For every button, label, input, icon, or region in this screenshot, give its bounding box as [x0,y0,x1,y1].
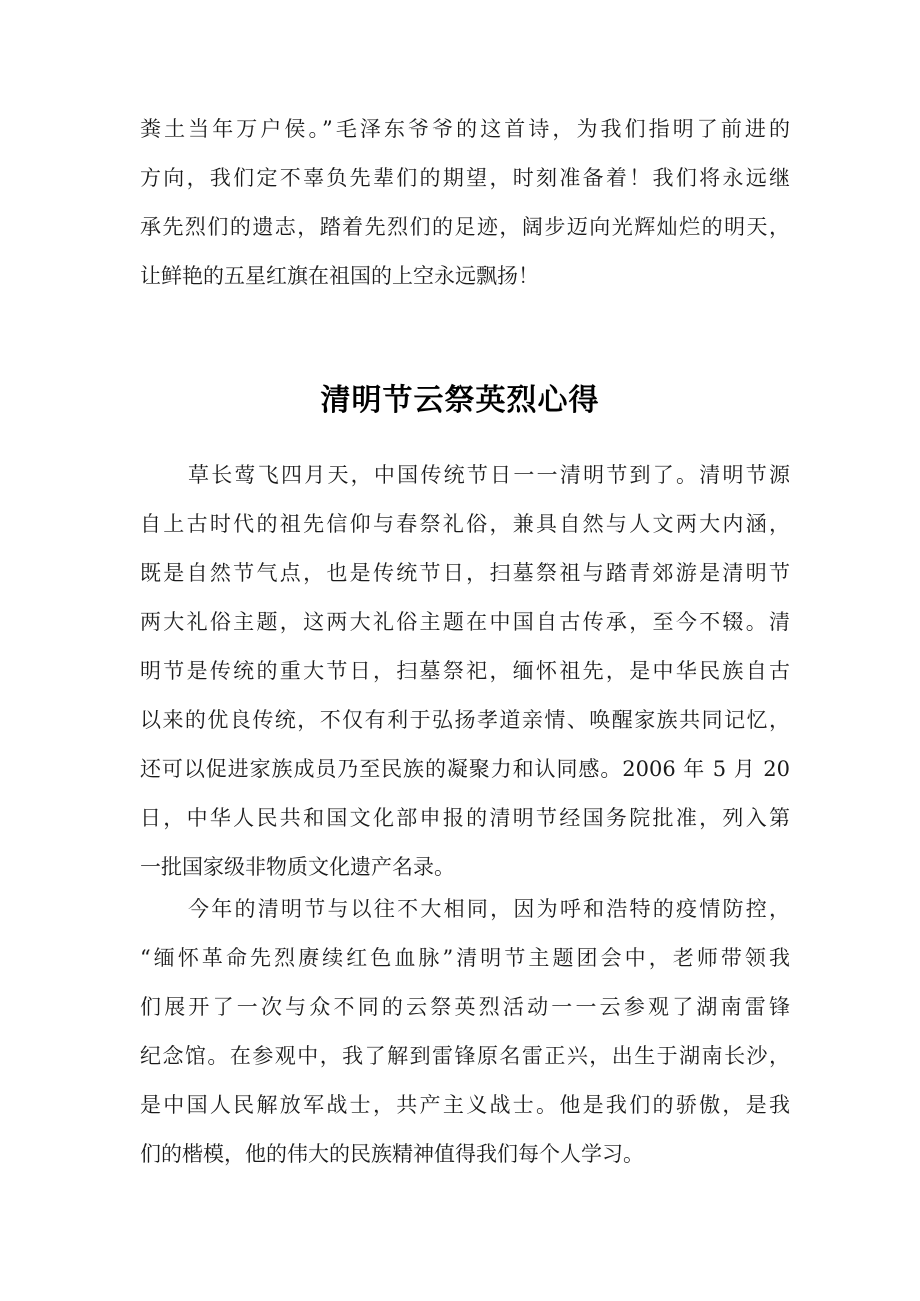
paragraph-line: 们展开了一次与众不同的云祭英烈活动一一云参观了湖南雷锋 [140,995,790,1019]
paragraph-line: 既是自然节气点，也是传统节日，扫墓祭祖与踏青郊游是清明节 [140,561,790,585]
paragraph-line: 两大礼俗主题，这两大礼俗主题在中国自古传承，至今不辍。清 [140,610,790,634]
paragraph-line: 自上古时代的祖先信仰与春祭礼俗，兼具自然与人文两大内涵， [140,512,790,536]
paragraph-line: 是中国人民解放军战士，共产主义战士。他是我们的骄傲，是我 [140,1093,790,1117]
intro-paragraph [140,105,790,301]
paragraph-line: 让鲜艳的五星红旗在祖国的上空永远飘扬！ [140,264,539,288]
paragraph-line: 承先烈们的遗志，踏着先烈们的足迹，阔步迈向光辉灿烂的明天， [140,215,790,239]
paragraph-line: 们的楷模，他的伟大的民族精神值得我们每个人学习。 [140,1142,644,1166]
paragraph-line: “缅怀革命先烈赓续红色血脉”清明节主题团会中，老师带领我 [140,946,790,970]
paragraph-line: 草长莺飞四月天，中国传统节日一一清明节到了。清明节源 [188,463,790,487]
paragraph-2 [140,885,790,1179]
paragraph-line: 粪土当年万户侯。”毛泽东爷爷的这首诗，为我们指明了前进的 [140,117,790,141]
document-title: 清明节云祭英烈心得 [320,383,600,419]
paragraph-line: 方向，我们定不辜负先辈们的期望，时刻准备着！我们将永远继 [140,166,790,190]
paragraph-line: 一批国家级非物质文化遗产名录。 [140,855,455,879]
paragraph-line: 日，中华人民共和国文化部申报的清明节经国务院批准，列入第 [140,806,790,830]
paragraph-line: 纪念馆。在参观中，我了解到雷锋原名雷正兴，出生于湖南长沙， [140,1044,790,1068]
paragraph-line: 以来的优良传统，不仅有利于弘扬孝道亲情、唤醒家族共同记忆， [140,708,790,732]
paragraph-line: 明节是传统的重大节日，扫墓祭祀，缅怀祖先，是中华民族自古 [140,659,790,683]
paragraph-line: 还可以促进家族成员乃至民族的凝聚力和认同感。2006 年 5 月 20 [140,757,790,781]
paragraph-1 [140,451,790,892]
paragraph-line: 今年的清明节与以往不大相同，因为呼和浩特的疫情防控， [188,897,790,921]
